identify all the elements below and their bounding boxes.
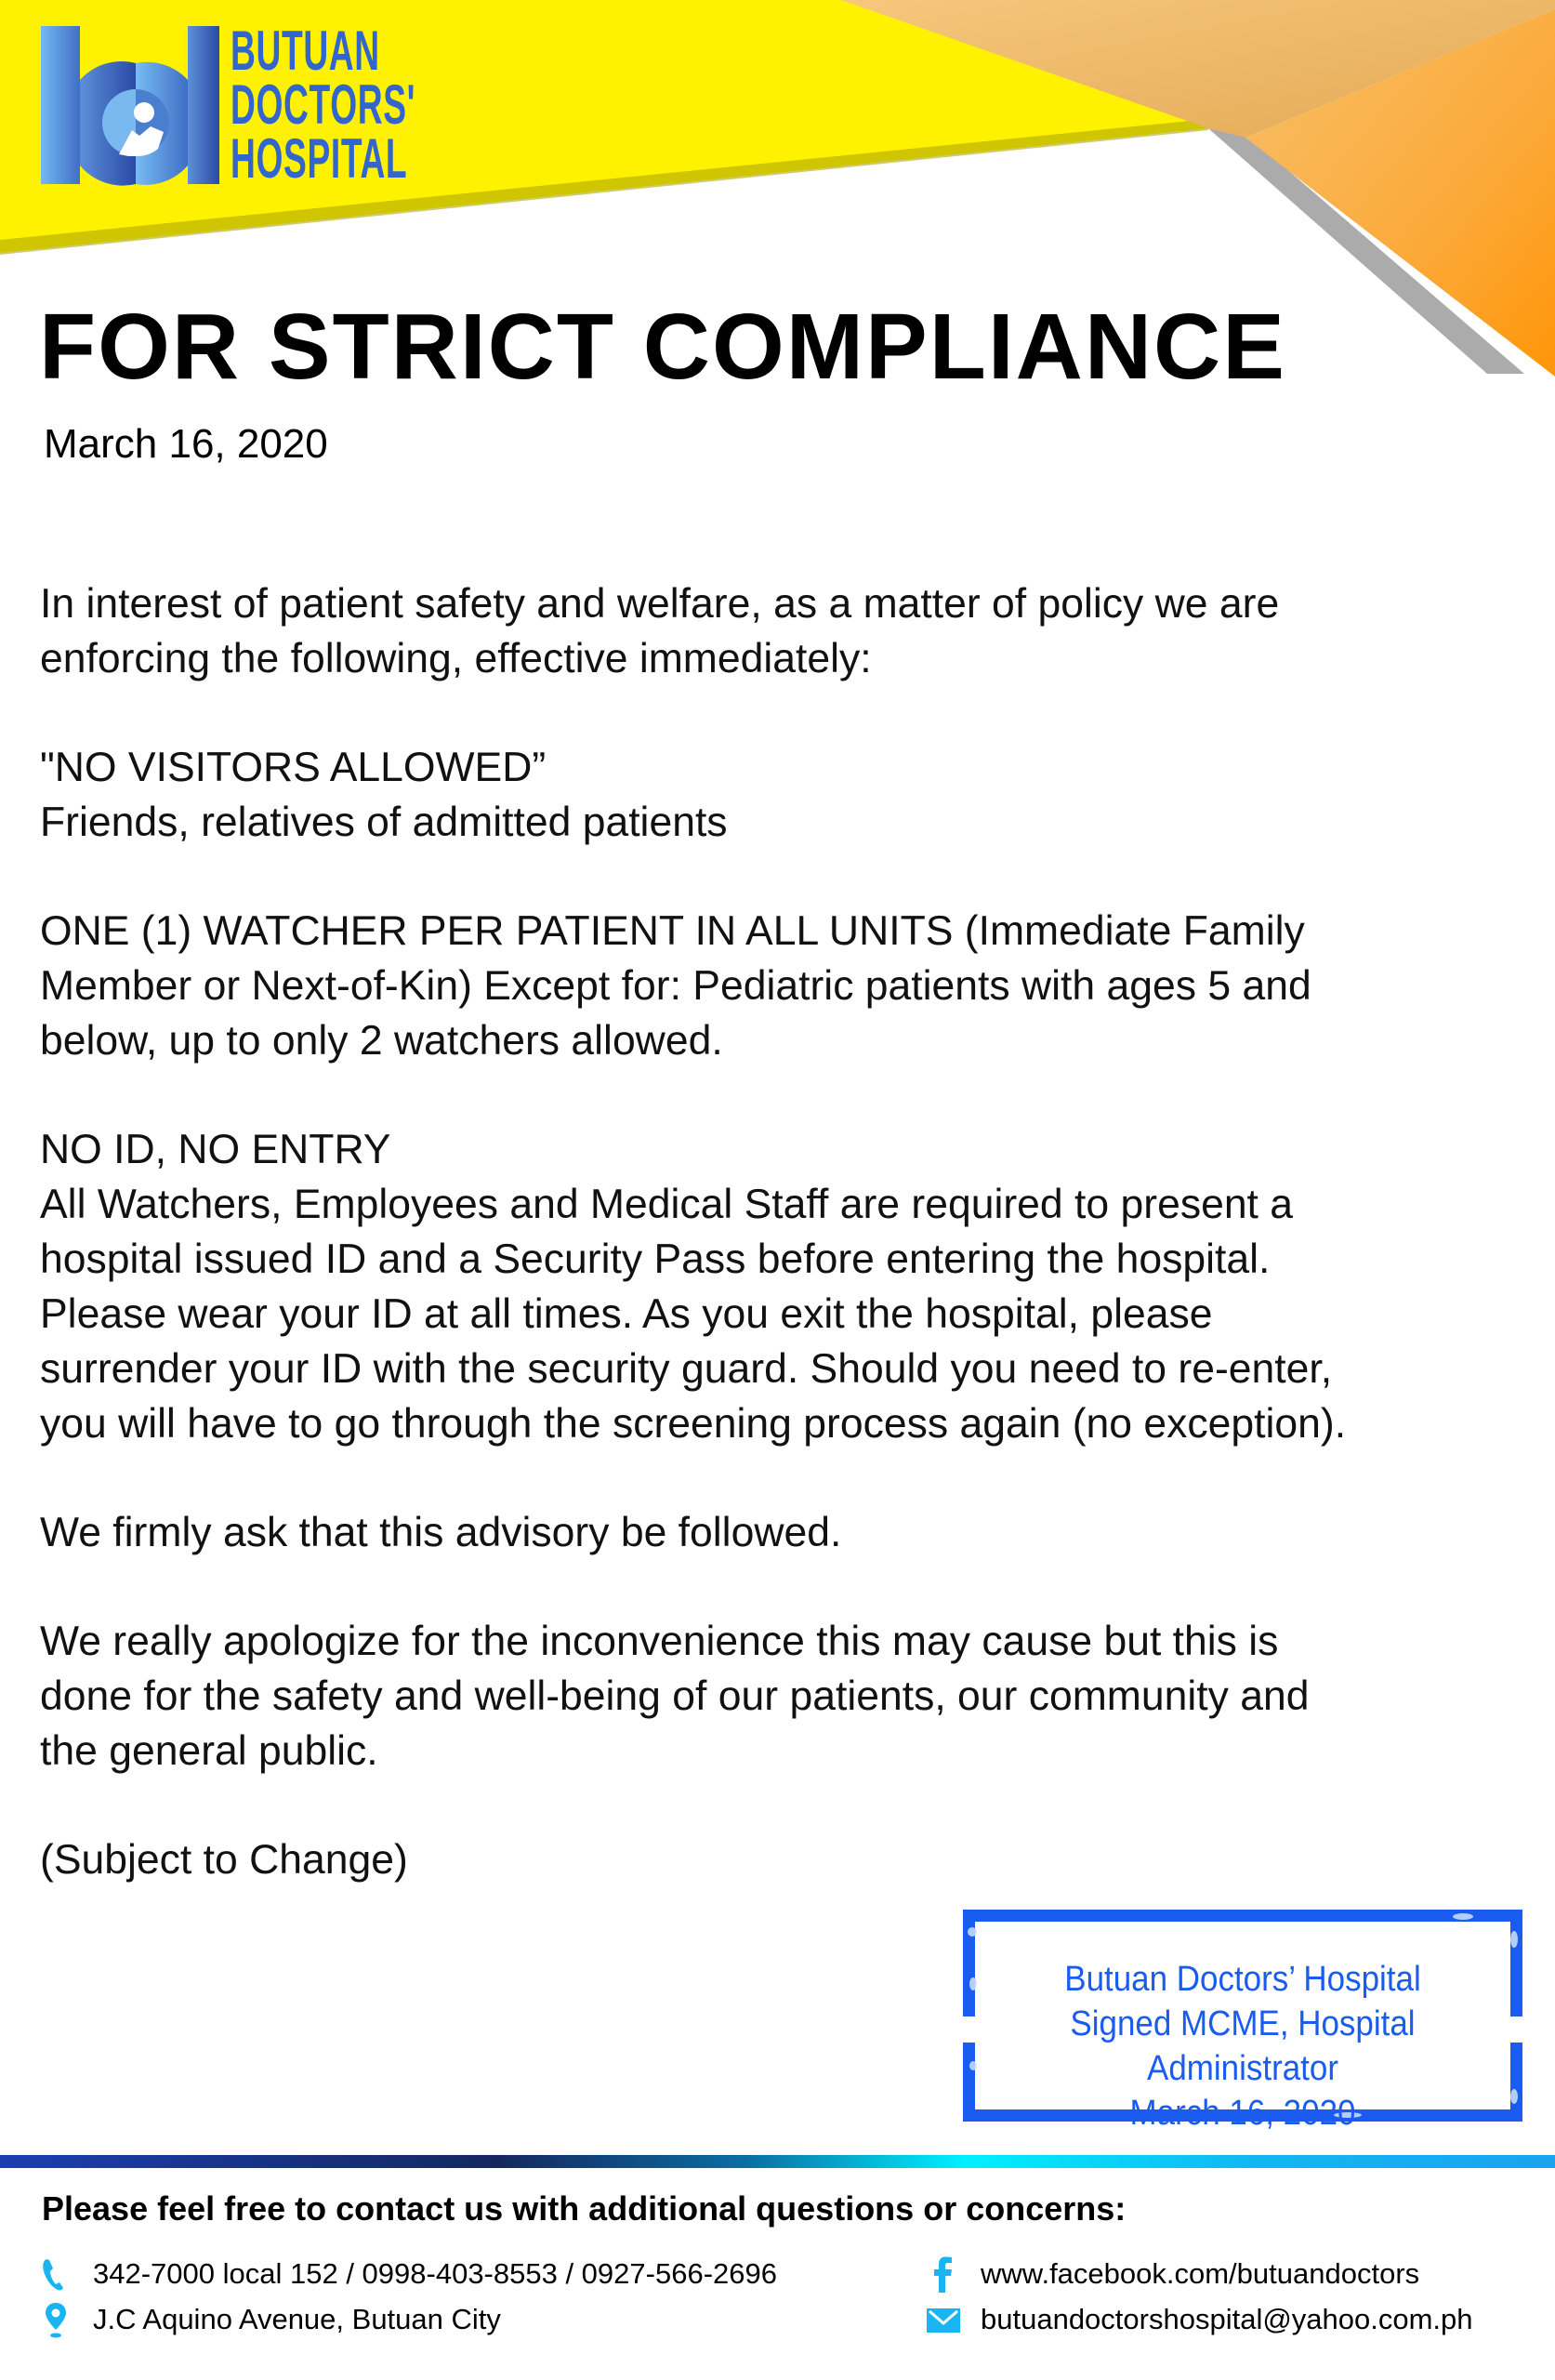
contact-phone <box>37 2255 777 2293</box>
notice-date: March 16, 2020 <box>44 421 328 467</box>
stamp-line-2: Signed MCME, Hospital Administrator <box>1070 2004 1416 2088</box>
phone-numbers: 342-7000 local 152 / 0998-403-8553 / 0927-566-2696 <box>93 2257 777 2290</box>
hospital-logo <box>39 20 448 192</box>
contact-facebook[interactable] <box>925 2255 1419 2293</box>
bdh-monogram-icon <box>39 24 220 187</box>
location-pin-icon <box>37 2301 74 2338</box>
spacer <box>40 850 1546 904</box>
section-heading-no-id: NO ID, NO ENTRY <box>40 1127 391 1172</box>
notice-body <box>40 576 1546 1887</box>
address: J.C Aquino Avenue, Butuan City <box>93 2303 501 2335</box>
apology-line-3: the general public. <box>40 1728 378 1774</box>
stamp-text <box>996 1957 1489 2135</box>
section-line: All Watchers, Employees and Medical Staff are required to present a <box>40 1182 1294 1227</box>
section-line: Please wear your ID at all times. As you exit the hospital, please <box>40 1291 1213 1337</box>
section-line: surrender your ID with the security guard. Should you need to re-enter, <box>40 1346 1333 1392</box>
notice-title: FOR STRICT COMPLIANCE <box>39 295 1286 399</box>
stamp-line-3: March 16, 2020 <box>1129 2094 1356 2133</box>
one-watcher-heading-suffix: (Immediate Family <box>953 908 1305 954</box>
wordmark-line-1: BUTUAN <box>231 20 380 82</box>
contact-heading: Please feel free to contact us with additional questions or concerns: <box>42 2189 1127 2228</box>
stamp-line-1: Butuan Doctors’ Hospital <box>1064 1960 1421 1999</box>
apology-line-2: done for the safety and well-being of our patients, our community and <box>40 1673 1310 1719</box>
spacer <box>40 1560 1546 1614</box>
hospital-wordmark <box>231 20 416 190</box>
closing-line: We firmly ask that this advisory be followed. <box>40 1510 842 1555</box>
footer-gradient-bar <box>0 2155 1555 2168</box>
section-heading-one-watcher <box>40 904 1546 959</box>
section-heading-no-visitors: "NO VISITORS ALLOWED” <box>40 745 547 790</box>
facebook-link[interactable]: www.facebook.com/butuandoctors <box>981 2257 1420 2290</box>
contact-email[interactable] <box>925 2301 1473 2338</box>
section-line: Member or Next-of-Kin) Except for: Pediatric patients with ages 5 and <box>40 963 1311 1009</box>
wordmark-line-3: HOSPITAL <box>231 127 408 190</box>
signature-stamp <box>963 1910 1522 2133</box>
spacer <box>40 1778 1546 1832</box>
section-line: you will have to go through the screening process again (no exception). <box>40 1401 1347 1447</box>
email-link[interactable]: butuandoctorshospital@yahoo.com.ph <box>981 2303 1473 2335</box>
intro-line-1: In interest of patient safety and welfare, as a matter of policy we are <box>40 581 1280 627</box>
email-icon <box>925 2301 962 2338</box>
disclaimer: (Subject to Change) <box>40 1837 408 1883</box>
contact-address <box>37 2301 501 2338</box>
section-line: below, up to only 2 watchers allowed. <box>40 1018 723 1064</box>
one-watcher-heading: ONE (1) WATCHER PER PATIENT IN ALL UNITS <box>40 908 954 954</box>
section-line: Friends, relatives of admitted patients <box>40 800 728 845</box>
spacer <box>40 1068 1546 1122</box>
wordmark-line-2: DOCTORS' <box>231 73 416 136</box>
phone-icon <box>37 2255 74 2293</box>
facebook-icon <box>925 2255 962 2293</box>
spacer <box>40 1451 1546 1505</box>
intro-line-2: enforcing the following, effective immediately: <box>40 636 872 681</box>
section-line: hospital issued ID and a Security Pass before entering the hospital. <box>40 1236 1271 1282</box>
apology-line-1: We really apologize for the inconvenience this may cause but this is <box>40 1619 1279 1664</box>
spacer <box>40 686 1546 740</box>
